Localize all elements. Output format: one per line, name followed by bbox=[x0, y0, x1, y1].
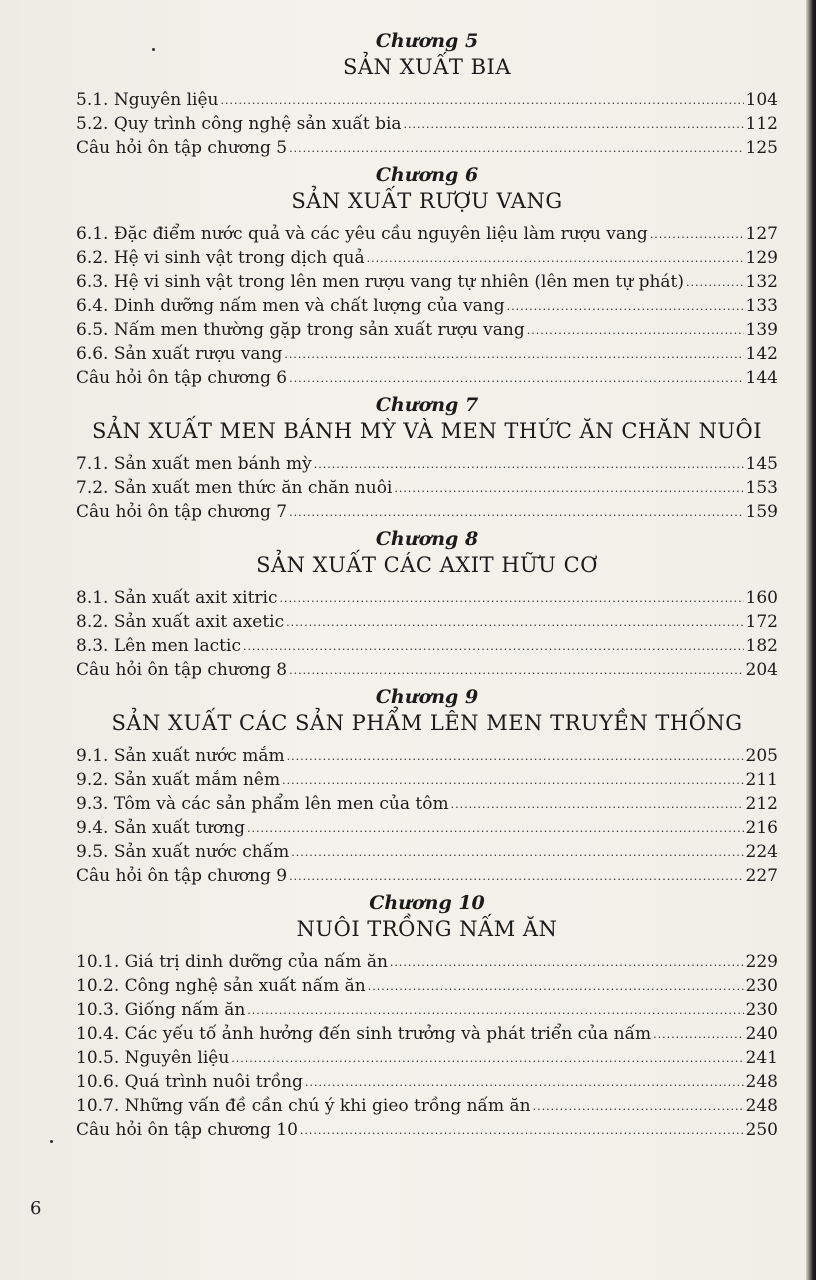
toc-entry-page: 250 bbox=[745, 1120, 778, 1140]
chapter-number: Chương 5 bbox=[375, 30, 479, 52]
toc-entry-page: 133 bbox=[745, 296, 778, 316]
toc-entry-label: 5.2. Quy trình công nghệ sản xuất bia bbox=[76, 114, 402, 134]
toc-entry bbox=[76, 816, 778, 840]
dot-leader bbox=[451, 798, 744, 812]
chapter-number: Chương 6 bbox=[375, 164, 479, 186]
toc-entry-page: 139 bbox=[745, 320, 778, 340]
toc-entry bbox=[76, 864, 778, 888]
toc-entry-label: 8.3. Lên men lactic bbox=[76, 636, 241, 656]
toc-entry-label: 9.4. Sản xuất tương bbox=[76, 818, 246, 838]
toc-entry-page: 112 bbox=[745, 114, 778, 134]
toc-entry-label: 6.2. Hệ vi sinh vật trong dịch quả bbox=[76, 248, 365, 268]
toc-entry bbox=[76, 658, 778, 682]
toc-entry-label: 10.4. Các yếu tố ảnh hưởng đến sinh trưởng và phát triển của nấm bbox=[76, 1024, 652, 1044]
toc-entry-label: 9.5. Sản xuất nước chấm bbox=[76, 842, 290, 862]
toc-entry bbox=[76, 270, 778, 294]
toc-entry bbox=[76, 1094, 778, 1118]
toc-entry-label: 7.2. Sản xuất men thức ăn chăn nuôi bbox=[76, 478, 393, 498]
dot-leader bbox=[289, 664, 743, 678]
dot-leader bbox=[287, 750, 744, 764]
table-of-contents bbox=[76, 30, 778, 1146]
toc-entry-page: 142 bbox=[745, 344, 778, 364]
chapter-heading bbox=[76, 686, 778, 738]
toc-entry-page: 230 bbox=[745, 976, 778, 996]
toc-entry-page: 204 bbox=[745, 660, 778, 680]
dot-leader bbox=[289, 142, 743, 156]
dot-leader bbox=[220, 94, 743, 108]
dot-leader bbox=[280, 592, 744, 606]
dot-leader bbox=[282, 774, 743, 788]
toc-entry bbox=[76, 476, 778, 500]
toc-entry bbox=[76, 610, 778, 634]
chapter-heading bbox=[76, 528, 778, 580]
chapter-number: Chương 10 bbox=[369, 892, 485, 914]
toc-entry-page: 248 bbox=[745, 1072, 778, 1092]
dot-leader bbox=[686, 276, 744, 290]
dot-leader bbox=[243, 640, 744, 654]
toc-entry-label: 9.1. Sản xuất nước mắm bbox=[76, 746, 285, 766]
toc-entry bbox=[76, 500, 778, 524]
toc-entry-label: 10.6. Quá trình nuôi trồng bbox=[76, 1072, 303, 1092]
toc-entry bbox=[76, 136, 778, 160]
toc-entry-label: 6.6. Sản xuất rượu vang bbox=[76, 344, 283, 364]
toc-entry-label: Câu hỏi ôn tập chương 7 bbox=[76, 502, 288, 522]
chapter-title: SẢN XUẤT CÁC AXIT HỮU CƠ bbox=[256, 553, 598, 577]
toc-entry-label: 10.5. Nguyên liệu bbox=[76, 1048, 230, 1068]
toc-entry-page: 127 bbox=[745, 224, 778, 244]
chapter-title: SẢN XUẤT RƯỢU VANG bbox=[291, 189, 563, 213]
dot-leader bbox=[404, 118, 744, 132]
toc-entry-label: 10.1. Giá trị dinh dưỡng của nấm ăn bbox=[76, 952, 388, 972]
dot-leader bbox=[368, 980, 744, 994]
toc-entry-label: Câu hỏi ôn tập chương 6 bbox=[76, 368, 288, 388]
dot-leader bbox=[533, 1100, 744, 1114]
dot-leader bbox=[390, 956, 744, 970]
chapter-heading bbox=[76, 892, 778, 944]
toc-entry bbox=[76, 998, 778, 1022]
toc-entry bbox=[76, 366, 778, 390]
toc-entry bbox=[76, 974, 778, 998]
toc-entry-page: 132 bbox=[745, 272, 778, 292]
toc-entry-label: Câu hỏi ôn tập chương 8 bbox=[76, 660, 288, 680]
toc-entry-label: 6.3. Hệ vi sinh vật trong lên men rượu vang tự nhiên (lên men tự phát) bbox=[76, 272, 685, 292]
toc-entry-page: 205 bbox=[745, 746, 778, 766]
dot-leader bbox=[291, 846, 743, 860]
toc-entry bbox=[76, 792, 778, 816]
page-edge-shadow bbox=[806, 0, 816, 1280]
toc-entry-page: 216 bbox=[745, 818, 778, 838]
toc-entry-page: 144 bbox=[745, 368, 778, 388]
chapter-heading bbox=[76, 394, 778, 446]
toc-entry bbox=[76, 634, 778, 658]
toc-entry-label: 7.1. Sản xuất men bánh mỳ bbox=[76, 454, 312, 474]
toc-entry bbox=[76, 112, 778, 136]
toc-entry bbox=[76, 1118, 778, 1142]
toc-entry-page: 212 bbox=[745, 794, 778, 814]
toc-entry bbox=[76, 294, 778, 318]
chapter-title: SẢN XUẤT CÁC SẢN PHẨM LÊN MEN TRUYỀN THỐNG bbox=[111, 711, 743, 735]
toc-entry-page: 172 bbox=[745, 612, 778, 632]
dot-leader bbox=[653, 1028, 743, 1042]
chapter-heading bbox=[76, 164, 778, 216]
toc-entry bbox=[76, 1022, 778, 1046]
toc-entry-page: 224 bbox=[745, 842, 778, 862]
dot-leader bbox=[289, 870, 743, 884]
toc-entry bbox=[76, 222, 778, 246]
chapter-number: Chương 8 bbox=[375, 528, 479, 550]
dot-leader bbox=[527, 324, 744, 338]
toc-entry bbox=[76, 840, 778, 864]
toc-entry-label: 8.1. Sản xuất axit xitric bbox=[76, 588, 278, 608]
toc-entry-page: 248 bbox=[745, 1096, 778, 1116]
dot-leader bbox=[300, 1124, 744, 1138]
toc-entry-label: Câu hỏi ôn tập chương 9 bbox=[76, 866, 288, 886]
dot-leader bbox=[507, 300, 744, 314]
toc-entry-page: 159 bbox=[745, 502, 778, 522]
dot-leader bbox=[314, 458, 744, 472]
toc-entry-page: 229 bbox=[745, 952, 778, 972]
toc-entry-page: 240 bbox=[745, 1024, 778, 1044]
chapter-number: Chương 9 bbox=[375, 686, 479, 708]
chapter-number: Chương 7 bbox=[375, 394, 479, 416]
toc-entry-label: 6.4. Dinh dưỡng nấm men và chất lượng của vang bbox=[76, 296, 505, 316]
chapter-title: SẢN XUẤT BIA bbox=[343, 55, 511, 79]
dot-leader bbox=[289, 506, 743, 520]
toc-entry bbox=[76, 246, 778, 270]
toc-entry-label: 10.7. Những vấn đề cần chú ý khi gieo trồng nấm ăn bbox=[76, 1096, 531, 1116]
page-number: 6 bbox=[30, 1198, 42, 1219]
dot-leader bbox=[247, 1004, 743, 1018]
dot-leader bbox=[305, 1076, 744, 1090]
toc-entry bbox=[76, 1046, 778, 1070]
toc-entry bbox=[76, 586, 778, 610]
toc-entry-label: Câu hỏi ôn tập chương 10 bbox=[76, 1120, 298, 1140]
toc-entry-label: 10.2. Công nghệ sản xuất nấm ăn bbox=[76, 976, 366, 996]
dot-leader bbox=[247, 822, 744, 836]
dot-leader bbox=[394, 482, 743, 496]
toc-entry-page: 104 bbox=[745, 90, 778, 110]
toc-entry-label: 9.3. Tôm và các sản phẩm lên men của tôm bbox=[76, 794, 449, 814]
toc-entry-page: 182 bbox=[745, 636, 778, 656]
toc-entry-label: 5.1. Nguyên liệu bbox=[76, 90, 219, 110]
chapter-heading bbox=[76, 30, 778, 82]
toc-entry-page: 241 bbox=[745, 1048, 778, 1068]
toc-entry-page: 230 bbox=[745, 1000, 778, 1020]
dot-leader bbox=[289, 372, 743, 386]
toc-entry bbox=[76, 1070, 778, 1094]
toc-entry-label: 10.3. Giống nấm ăn bbox=[76, 1000, 246, 1020]
toc-entry bbox=[76, 452, 778, 476]
toc-entry-page: 125 bbox=[745, 138, 778, 158]
chapter-spacer bbox=[76, 1142, 778, 1146]
dot-leader bbox=[367, 252, 744, 266]
dot-leader bbox=[650, 228, 744, 242]
toc-entry-page: 129 bbox=[745, 248, 778, 268]
dot-leader bbox=[231, 1052, 743, 1066]
toc-entry-label: 6.1. Đặc điểm nước quả và các yêu cầu nguyên liệu làm rượu vang bbox=[76, 224, 648, 244]
toc-entry-page: 227 bbox=[745, 866, 778, 886]
toc-entry-page: 153 bbox=[745, 478, 778, 498]
chapter-title: NUÔI TRỒNG NẤM ĂN bbox=[296, 917, 558, 941]
chapter-title: SẢN XUẤT MEN BÁNH MỲ VÀ MEN THỨC ĂN CHĂN NUÔI bbox=[91, 419, 763, 443]
toc-entry bbox=[76, 88, 778, 112]
dot-leader bbox=[284, 348, 743, 362]
toc-entry-label: 9.2. Sản xuất mắm nêm bbox=[76, 770, 281, 790]
dot-leader bbox=[286, 616, 743, 630]
toc-entry bbox=[76, 950, 778, 974]
toc-entry-page: 145 bbox=[745, 454, 778, 474]
toc-entry bbox=[76, 342, 778, 366]
toc-entry bbox=[76, 318, 778, 342]
toc-entry bbox=[76, 768, 778, 792]
print-speck bbox=[50, 1140, 53, 1143]
toc-entry-label: 8.2. Sản xuất axit axetic bbox=[76, 612, 285, 632]
toc-entry-page: 160 bbox=[745, 588, 778, 608]
toc-entry-label: 6.5. Nấm men thường gặp trong sản xuất rượu vang bbox=[76, 320, 525, 340]
toc-entry-label: Câu hỏi ôn tập chương 5 bbox=[76, 138, 288, 158]
toc-entry-page: 211 bbox=[745, 770, 778, 790]
toc-entry bbox=[76, 744, 778, 768]
